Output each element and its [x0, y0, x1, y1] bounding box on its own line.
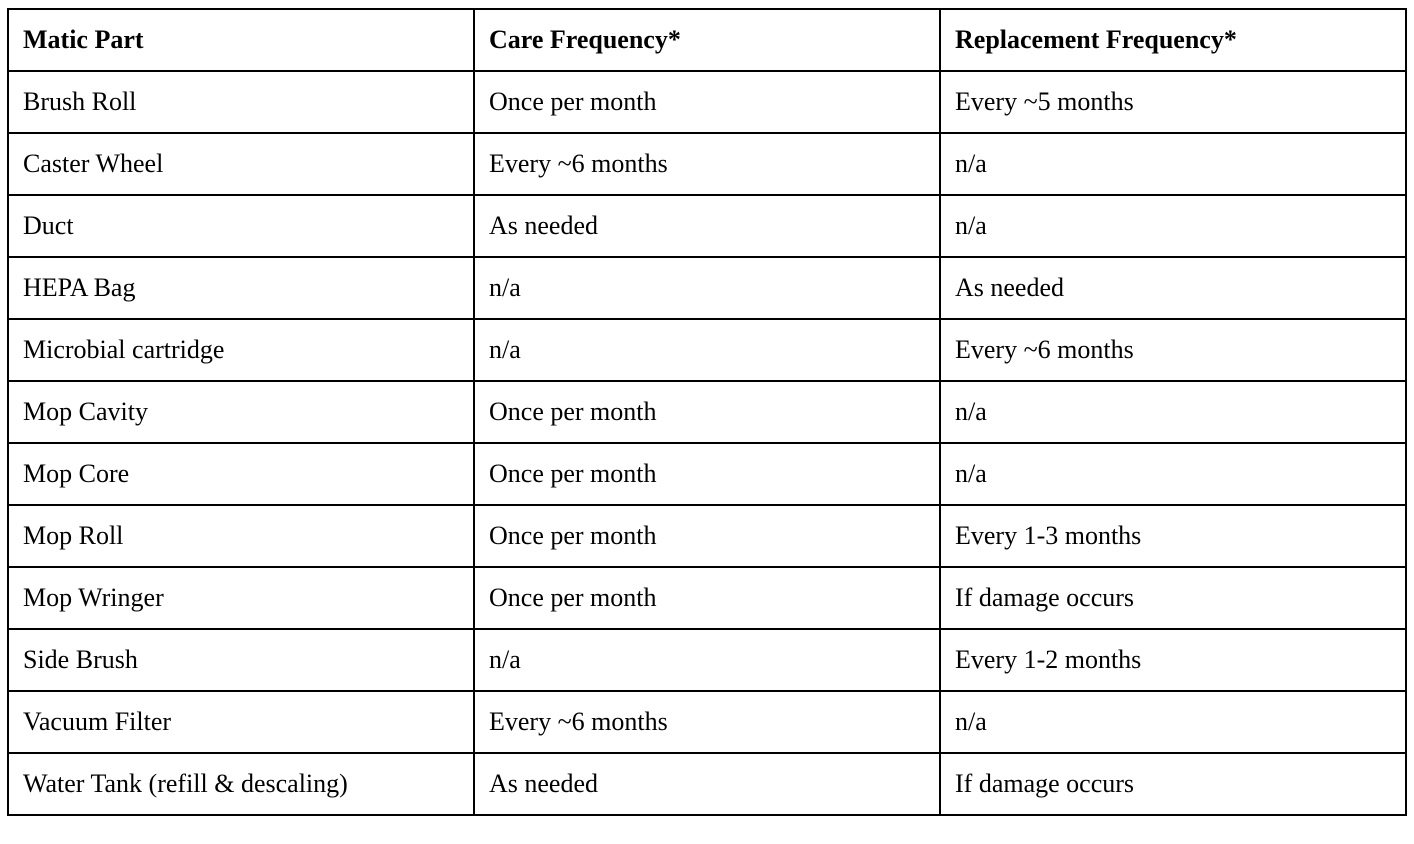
cell-replacement-frequency: As needed — [940, 257, 1406, 319]
maintenance-table-container — [7, 8, 1405, 816]
cell-part: Microbial cartridge — [8, 319, 474, 381]
cell-part: Mop Roll — [8, 505, 474, 567]
cell-care-frequency: Once per month — [474, 71, 940, 133]
cell-replacement-frequency: Every ~5 months — [940, 71, 1406, 133]
table-row — [8, 443, 1406, 505]
cell-care-frequency: n/a — [474, 257, 940, 319]
cell-care-frequency: As needed — [474, 195, 940, 257]
cell-replacement-frequency: n/a — [940, 195, 1406, 257]
cell-replacement-frequency: n/a — [940, 381, 1406, 443]
cell-part: Mop Core — [8, 443, 474, 505]
table-row — [8, 381, 1406, 443]
cell-part: Vacuum Filter — [8, 691, 474, 753]
header-matic-part: Matic Part — [8, 9, 474, 71]
table-row — [8, 319, 1406, 381]
table-header-row — [8, 9, 1406, 71]
table-row — [8, 629, 1406, 691]
table-row — [8, 753, 1406, 815]
cell-part: Brush Roll — [8, 71, 474, 133]
cell-care-frequency: n/a — [474, 319, 940, 381]
cell-replacement-frequency: If damage occurs — [940, 567, 1406, 629]
cell-care-frequency: Once per month — [474, 505, 940, 567]
cell-replacement-frequency: Every ~6 months — [940, 319, 1406, 381]
cell-part: Water Tank (refill & descaling) — [8, 753, 474, 815]
cell-part: Duct — [8, 195, 474, 257]
table-row — [8, 257, 1406, 319]
cell-part: Mop Cavity — [8, 381, 474, 443]
table-row — [8, 567, 1406, 629]
table-row — [8, 195, 1406, 257]
header-care-frequency: Care Frequency* — [474, 9, 940, 71]
cell-part: Mop Wringer — [8, 567, 474, 629]
table-row — [8, 691, 1406, 753]
cell-care-frequency: As needed — [474, 753, 940, 815]
cell-part: Side Brush — [8, 629, 474, 691]
table-row — [8, 505, 1406, 567]
table-row — [8, 71, 1406, 133]
maintenance-table — [7, 8, 1407, 816]
cell-part: HEPA Bag — [8, 257, 474, 319]
cell-replacement-frequency: n/a — [940, 443, 1406, 505]
cell-replacement-frequency: n/a — [940, 133, 1406, 195]
cell-care-frequency: Every ~6 months — [474, 133, 940, 195]
table-row — [8, 133, 1406, 195]
header-replacement-frequency: Replacement Frequency* — [940, 9, 1406, 71]
cell-care-frequency: Once per month — [474, 567, 940, 629]
cell-replacement-frequency: Every 1-2 months — [940, 629, 1406, 691]
cell-care-frequency: n/a — [474, 629, 940, 691]
cell-care-frequency: Once per month — [474, 381, 940, 443]
cell-part: Caster Wheel — [8, 133, 474, 195]
cell-replacement-frequency: n/a — [940, 691, 1406, 753]
cell-care-frequency: Every ~6 months — [474, 691, 940, 753]
cell-replacement-frequency: If damage occurs — [940, 753, 1406, 815]
cell-replacement-frequency: Every 1-3 months — [940, 505, 1406, 567]
cell-care-frequency: Once per month — [474, 443, 940, 505]
